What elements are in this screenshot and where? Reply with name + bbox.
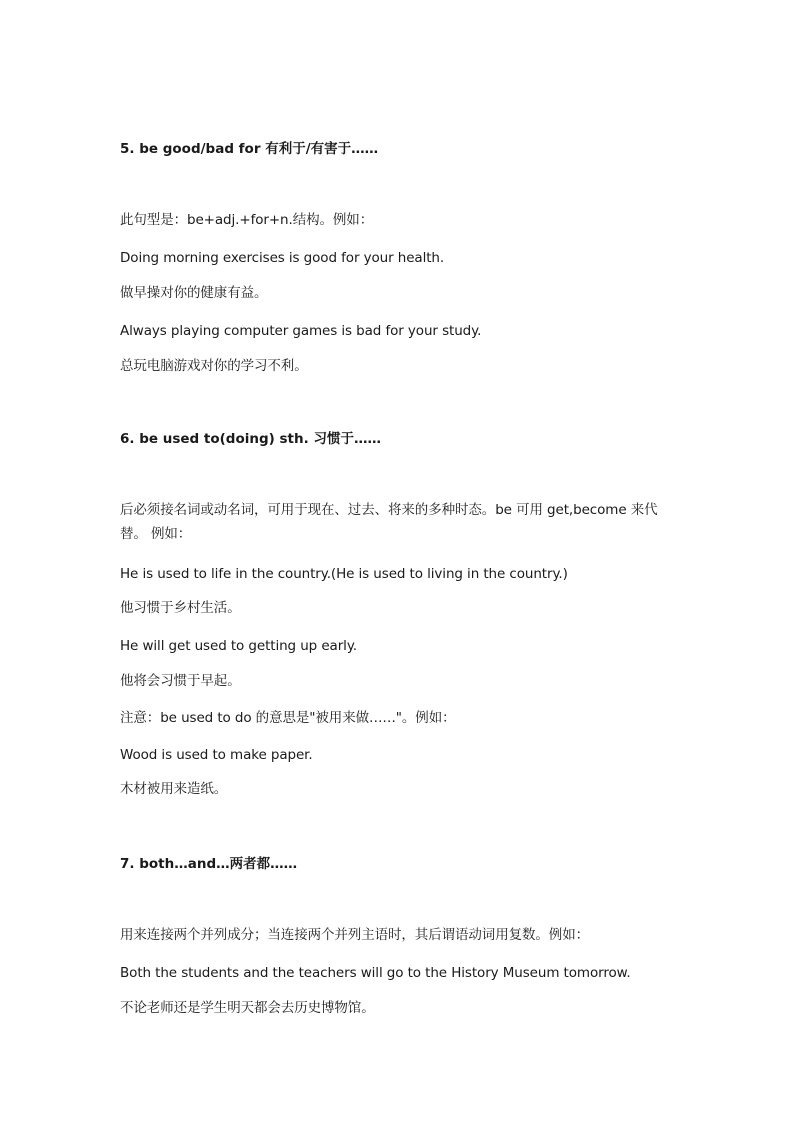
section-6-example-1-en: He is used to life in the country.(He is used to living in the country.): [120, 566, 568, 582]
section-6-note: 注意：be used to do 的意思是"被用来做……"。例如：: [120, 710, 456, 726]
section-6-intro: 后必须接名词或动名词，可用于现在、过去、将来的多种时态。be 可用 get,become 来代替。 例如：: [120, 502, 658, 542]
section-7-intro: 用来连接两个并列成分；当连接两个并列主语时，其后谓语动词用复数。例如：: [120, 927, 589, 943]
section-5-heading: 5. be good/bad for 有利于/有害于……: [120, 141, 379, 157]
section-7-example-1-en: Both the students and the teachers will go to the History Museum tomorrow.: [120, 965, 631, 981]
section-5-intro: 此句型是：be+adj.+for+n.结构。例如：: [120, 212, 374, 228]
section-6-heading: 6. be used to(doing) sth. 习惯于……: [120, 431, 381, 447]
section-5-example-1-zh: 做早操对你的健康有益。: [120, 285, 268, 301]
section-5-example-1-en: Doing morning exercises is good for your health.: [120, 250, 445, 266]
section-7-example-1-zh: 不论老师还是学生明天都会去历史博物馆。: [120, 1000, 375, 1016]
section-6-note-example-zh: 木材被用来造纸。: [120, 781, 228, 797]
section-6-example-2-zh: 他将会习惯于早起。: [120, 673, 241, 689]
section-5-example-2-zh: 总玩电脑游戏对你的学习不利。: [120, 358, 308, 374]
section-5-example-2-en: Always playing computer games is bad for your study.: [120, 323, 482, 339]
section-6-example-2-en: He will get used to getting up early.: [120, 638, 357, 654]
section-6-example-1-zh: 他习惯于乡村生活。: [120, 600, 241, 616]
section-7-heading: 7. both…and…两者都……: [120, 856, 298, 872]
section-6-note-example-en: Wood is used to make paper.: [120, 747, 313, 763]
